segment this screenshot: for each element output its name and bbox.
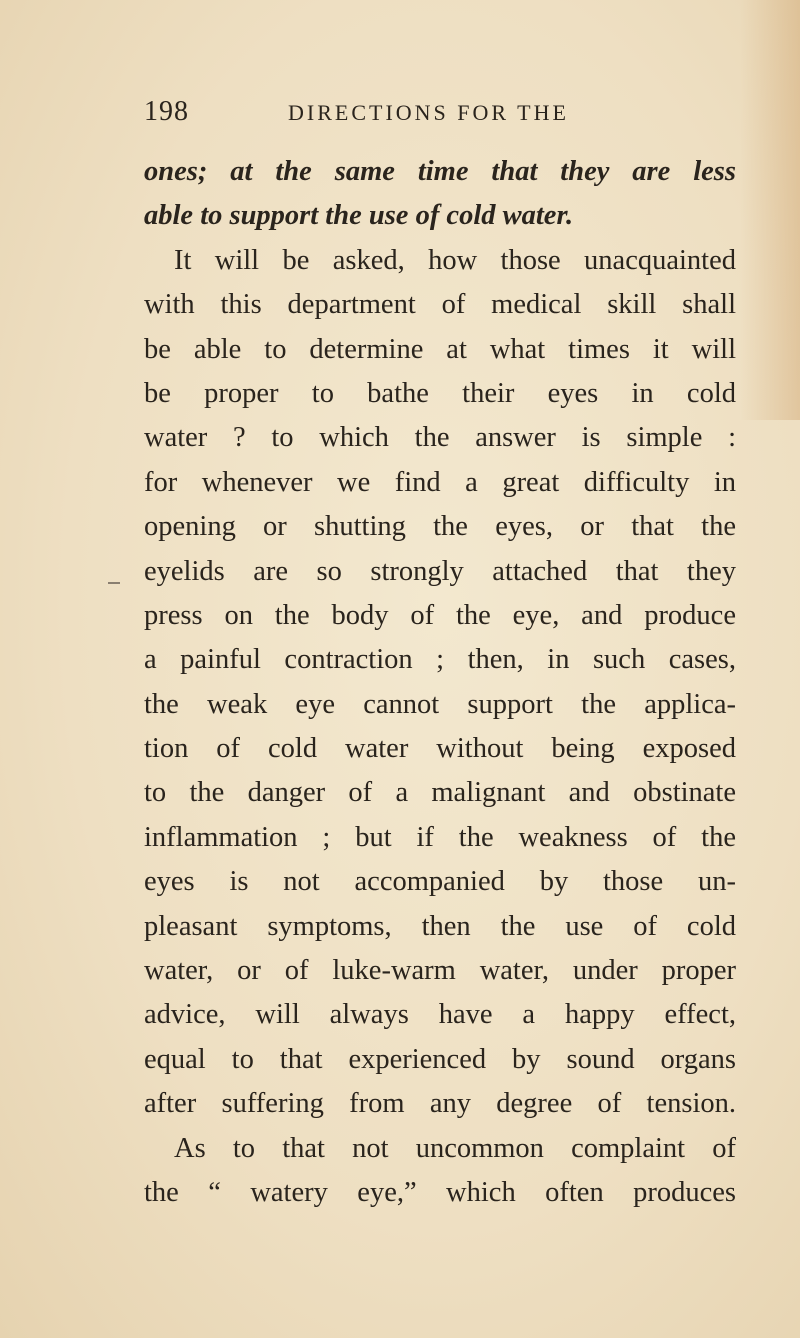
margin-mark — [108, 582, 120, 584]
text-line: advice, will always have a happy effect, — [144, 999, 736, 1031]
text-line: opening or shutting the eyes, or that the — [144, 511, 736, 543]
body-text — [144, 150, 736, 1215]
text-line: the “ watery eye,” which often produces — [144, 1176, 736, 1208]
running-head: DIRECTIONS FOR THE — [288, 100, 569, 125]
text-line: after suffering from any degree of tension. — [144, 1088, 736, 1120]
text-line: pleasant symptoms, then the use of cold — [144, 910, 736, 942]
text-line: be proper to bathe their eyes in cold — [144, 377, 736, 409]
text-line: ones; at the same time that they are less — [144, 156, 736, 187]
text-line: eyelids are so strongly attached that they — [144, 555, 736, 587]
page-header — [144, 96, 704, 136]
text-line: tion of cold water without being exposed — [144, 733, 736, 765]
text-line: a painful contraction ; then, in such cases, — [144, 644, 736, 676]
page-number: 198 — [144, 96, 189, 127]
text-line: for whenever we find a great difficulty in — [144, 466, 736, 498]
text-line: to the danger of a malignant and obstinate — [144, 777, 736, 809]
text-line: press on the body of the eye, and produce — [144, 599, 736, 631]
text-line: water ? to which the answer is simple : — [144, 422, 736, 454]
text-line: It will be asked, how those unacquainted — [174, 244, 736, 276]
text-line: inflammation ; but if the weakness of the — [144, 821, 736, 853]
text-line: able to support the use of cold water. — [144, 200, 574, 232]
page-stain — [740, 0, 800, 420]
text-line: be able to determine at what times it will — [144, 333, 736, 365]
text-line: As to that not uncommon complaint of — [174, 1132, 736, 1164]
text-line: water, or of luke-warm water, under proper — [144, 955, 736, 987]
text-line: eyes is not accompanied by those un- — [144, 866, 736, 898]
text-line: equal to that experienced by sound organs — [144, 1043, 736, 1075]
text-line: the weak eye cannot support the applica- — [144, 688, 736, 720]
text-line: with this department of medical skill shall — [144, 289, 736, 321]
